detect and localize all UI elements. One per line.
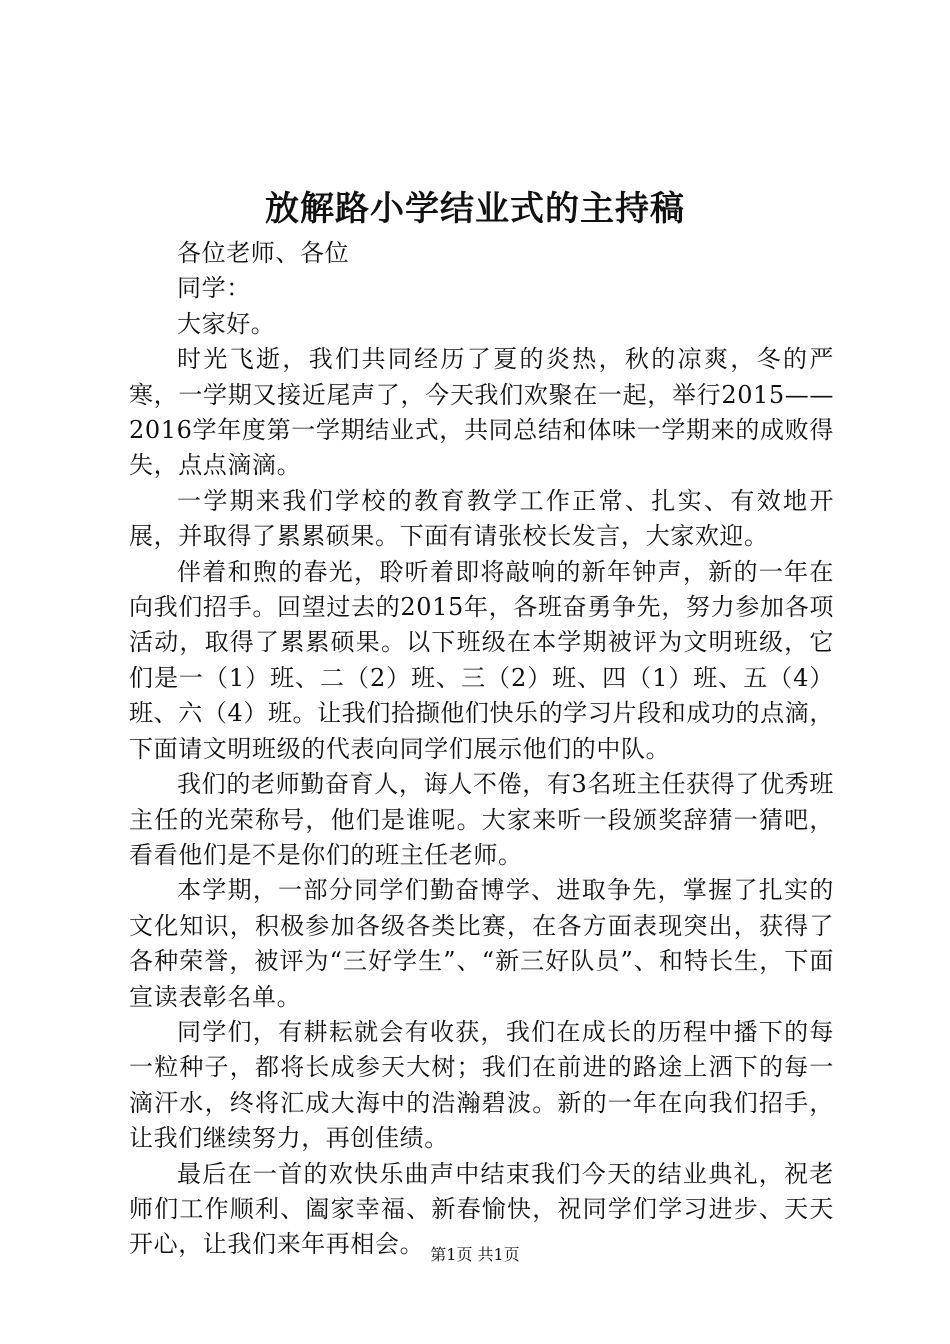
paragraph-excellent-teachers: 我们的老师勤奋育人，诲人不倦，有3名班主任获得了优秀班主任的光荣称号，他们是谁呢。大家来听一段颁奖辞猜一猜吧，看看他们是不是你们的班主任老师。 <box>129 770 834 869</box>
page-number: 第1页 共1页 <box>430 1245 520 1264</box>
paragraph-principal-speech: 一学期来我们学校的教育教学工作正常、扎实、有效地开展，并取得了累累硕果。下面有请张校长发言，大家欢迎。 <box>129 486 834 551</box>
paragraph-civilized-classes: 伴着和煦的春光，聆听着即将敲响的新年钟声，新的一年在向我们招手。回望过去的2015年，各班奋勇争先，努力参加各项活动，取得了累累硕果。以下班级在本学期被评为文明班级，它们是一（1）班、二（2）班、三（2）班、四（1）班、五（4）班、六（4）班。让我们拾撷他们快乐的学习片段和成功的点滴，下面请文明班级的代表向同学们展示他们的中队。 <box>129 557 834 763</box>
paragraph-greeting-3: 大家好。 <box>177 309 276 338</box>
paragraph-closing: 最后在一首的欢快乐曲声中结束我们今天的结业典礼，祝老师们工作顺利、阖家幸福、新春愉快，祝同学们学习进步、天天开心，让我们来年再相会。 <box>129 1159 834 1259</box>
paragraph-student-awards: 本学期，一部分同学们勤奋博学、进取争先，掌握了扎实的文化知识，积极参加各级各类比赛，在各方面表现突出，获得了各种荣誉，被评为“三好学生”、“新三好队员”、和特长生，下面宣读表彰名单。 <box>129 876 834 1011</box>
paragraph-greeting-2: 同学： <box>177 274 251 303</box>
document-body <box>129 236 834 1263</box>
paragraph-encouragement: 同学们，有耕耘就会有收获，我们在成长的历程中播下的每一粒种子，都将长成参天大树；我们在前进的路途上洒下的每一滴汗水，终将汇成大海中的浩瀚碧波。新的一年在向我们招手，让我们继续努力，再创佳绩。 <box>129 1017 834 1153</box>
paragraph-greeting-1: 各位老师、各位 <box>177 239 350 267</box>
paragraph-opening: 时光飞逝，我们共同经历了夏的炎热，秋的凉爽，冬的严寒，一学期又接近尾声了，今天我们欢聚在一起，举行2015——2016学年度第一学期结业式，共同总结和体味一学期来的成败得失，点点滴滴。 <box>129 345 834 480</box>
document-title: 放解路小学结业式的主持稿 <box>265 189 685 229</box>
